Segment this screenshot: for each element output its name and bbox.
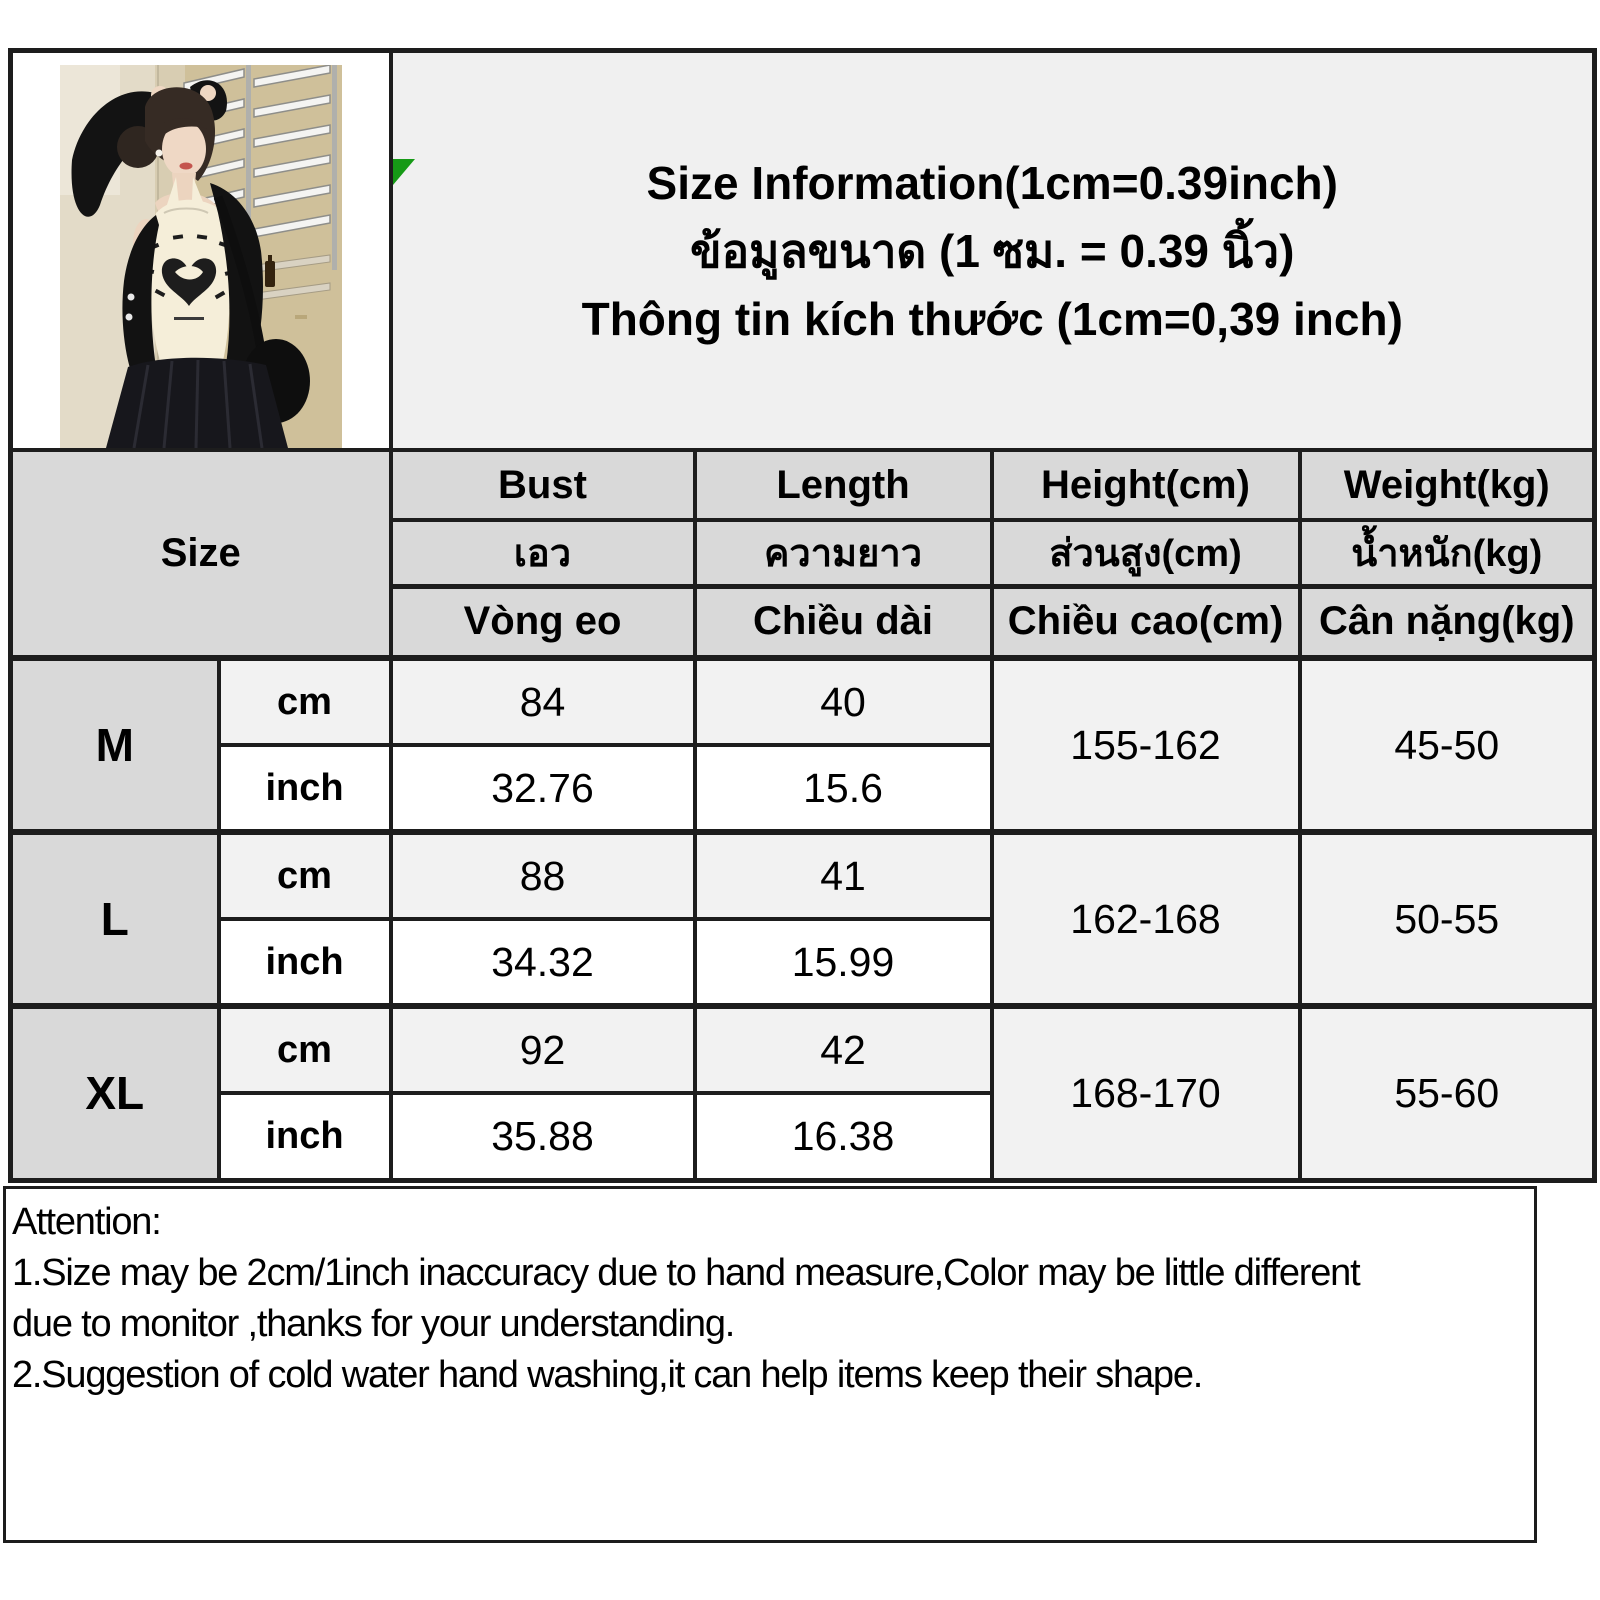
m-weight-range: 45-50 — [1300, 658, 1595, 832]
col-header-bust-th: เอว — [391, 520, 695, 586]
size-label-m: M — [11, 658, 219, 832]
col-header-weight-vi: Cân nặng(kg) — [1300, 586, 1595, 658]
m-bust-inch: 32.76 — [391, 745, 695, 832]
unit-label-inch: inch — [219, 745, 391, 832]
l-height-range: 162-168 — [992, 832, 1300, 1006]
col-header-length-en: Length — [695, 450, 992, 520]
m-height-range: 155-162 — [992, 658, 1300, 832]
size-label-xl: XL — [11, 1006, 219, 1180]
l-bust-inch: 34.32 — [391, 919, 695, 1006]
xl-bust-cm: 92 — [391, 1006, 695, 1093]
col-header-weight-th: น้ำหนัก(kg) — [1300, 520, 1595, 586]
xl-length-cm: 42 — [695, 1006, 992, 1093]
attention-note — [3, 1186, 1537, 1543]
title-english: Size Information(1cm=0.39inch) — [646, 156, 1338, 209]
l-weight-range: 50-55 — [1300, 832, 1595, 1006]
l-length-inch: 15.99 — [695, 919, 992, 1006]
col-header-weight-en: Weight(kg) — [1300, 450, 1595, 520]
title-cell — [391, 51, 1595, 451]
m-length-inch: 15.6 — [695, 745, 992, 832]
product-photo — [60, 65, 342, 448]
xl-height-range: 168-170 — [992, 1006, 1300, 1180]
green-corner-marker-icon — [393, 159, 415, 185]
attention-line-1a: 1.Size may be 2cm/1inch inaccuracy due to hand measure,Color may be little different — [12, 1252, 1360, 1294]
size-corner-header: Size — [11, 450, 391, 658]
col-header-bust-en: Bust — [391, 450, 695, 520]
col-header-height-en: Height(cm) — [992, 450, 1300, 520]
col-header-height-vi: Chiều cao(cm) — [992, 586, 1300, 658]
product-photo-cell — [11, 51, 391, 451]
size-table — [8, 48, 1597, 1183]
unit-label-cm: cm — [219, 1006, 391, 1093]
col-header-length-th: ความยาว — [695, 520, 992, 586]
table-row-l-cm — [11, 832, 1595, 919]
m-length-cm: 40 — [695, 658, 992, 745]
unit-label-cm: cm — [219, 658, 391, 745]
unit-label-cm: cm — [219, 832, 391, 919]
xl-weight-range: 55-60 — [1300, 1006, 1595, 1180]
l-bust-cm: 88 — [391, 832, 695, 919]
media-row — [11, 51, 1595, 451]
l-length-cm: 41 — [695, 832, 992, 919]
attention-heading: Attention: — [12, 1201, 161, 1243]
xl-length-inch: 16.38 — [695, 1093, 992, 1180]
size-label-l: L — [11, 832, 219, 1006]
col-header-length-vi: Chiều dài — [695, 586, 992, 658]
table-row-m-cm — [11, 658, 1595, 745]
title-thai: ข้อมูลขนาด (1 ซม. = 0.39 นิ้ว) — [690, 224, 1295, 277]
attention-line-2: 2.Suggestion of cold water hand washing,it can help items keep their shape. — [12, 1354, 1203, 1396]
unit-label-inch: inch — [219, 1093, 391, 1180]
table-row-xl-cm — [11, 1006, 1595, 1093]
col-header-bust-vi: Vòng eo — [391, 586, 695, 658]
col-header-height-th: ส่วนสูง(cm) — [992, 520, 1300, 586]
m-bust-cm: 84 — [391, 658, 695, 745]
header-row-english — [11, 450, 1595, 520]
unit-label-inch: inch — [219, 919, 391, 1006]
title-vietnamese: Thông tin kích thước (1cm=0,39 inch) — [581, 292, 1403, 345]
attention-line-1b: due to monitor ,thanks for your understanding. — [12, 1303, 735, 1345]
xl-bust-inch: 35.88 — [391, 1093, 695, 1180]
